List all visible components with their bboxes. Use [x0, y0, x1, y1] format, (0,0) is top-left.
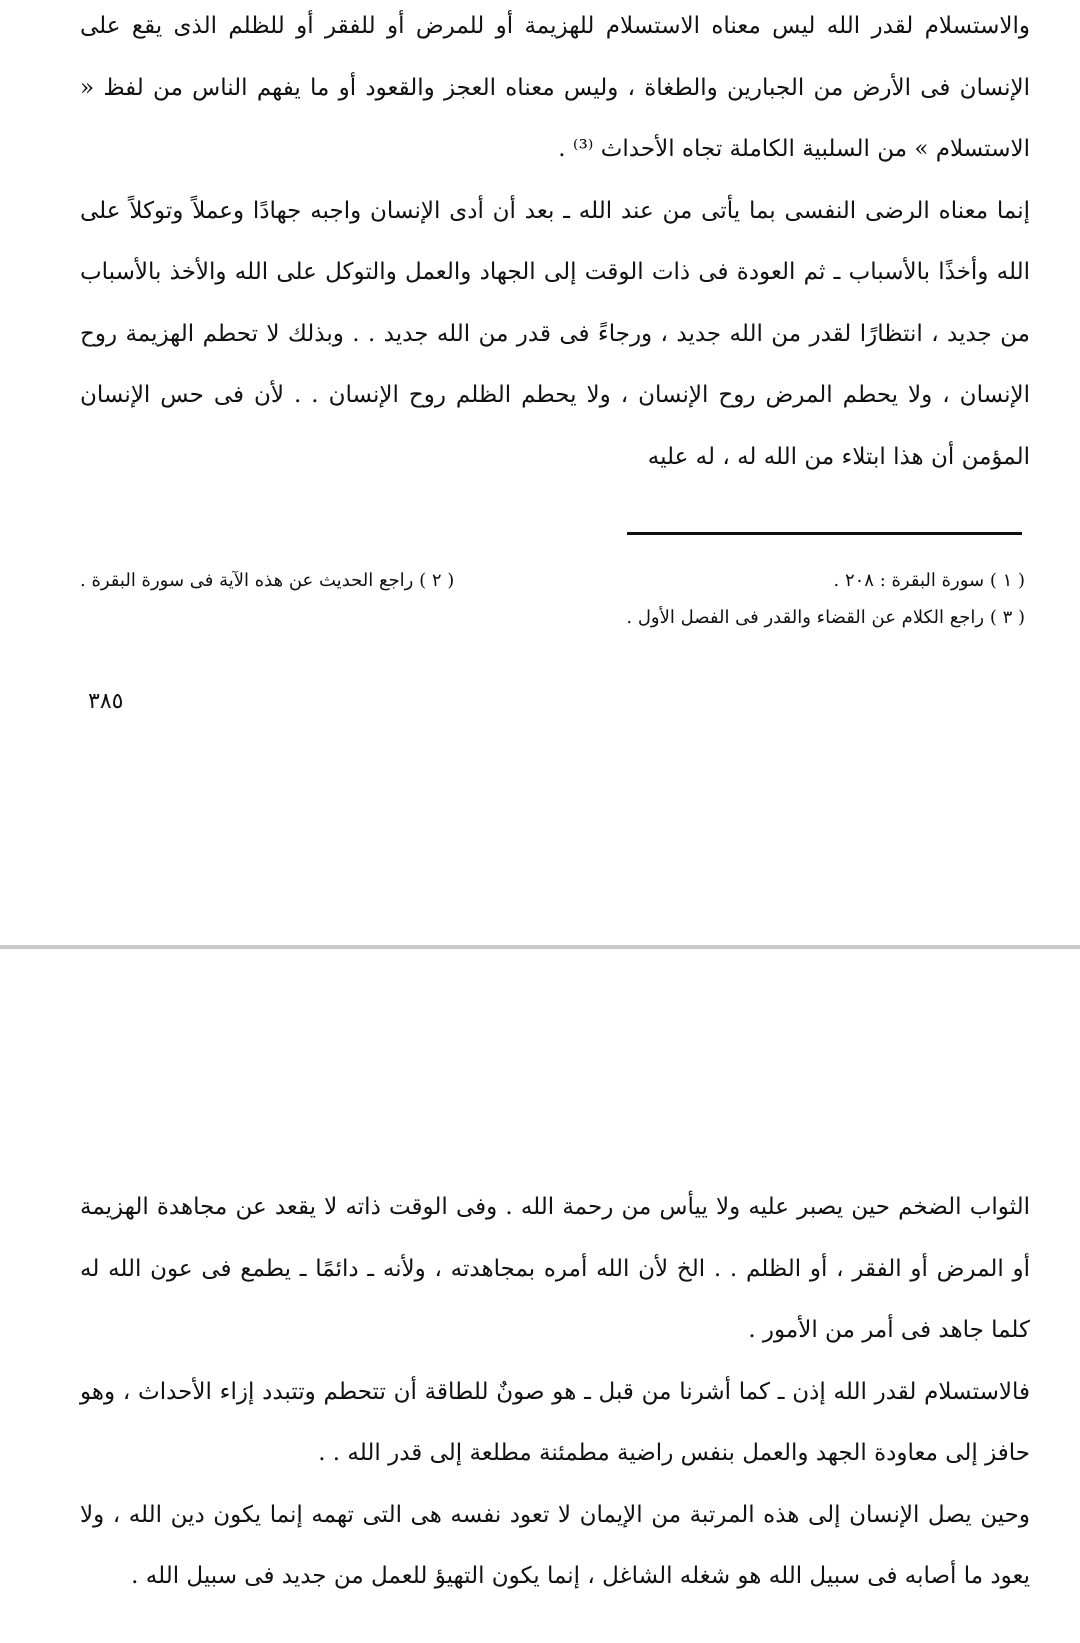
paragraph-3: وحين يصل الإنسان إلى هذه المرتبة من الإيمان لا تعود نفسه هى التى تهمه إنما يكون دين الله ، ولا يعود ما أصابه فى سبيل الله هو شغله الشاغل ، إنما يكون التهيؤ للعمل من جديد فى سبيل الله .	[80, 1501, 1030, 1589]
footnote-row	[80, 562, 1025, 599]
footnote-1: ( ١ ) سورة البقرة : ٢٠٨ .	[833, 570, 1025, 591]
footnote-2: ( ٢ ) راجع الحديث عن هذه الآية فى سورة البقرة .	[80, 570, 455, 591]
paragraph-1: والاستسلام لقدر الله ليس معناه الاستسلام للهزيمة أو للمرض أو للفقر أو للظلم الذى يقع على الإنسان فى الأرض من الجبارين والطغاة ، وليس معناه العجز والقعود أو ما يفهم الناس من لفظ « الاستسلام » من السلبية الكاملة تجاه الأحداث ⁽³⁾ .	[80, 13, 1030, 162]
paragraph-2: إنما معناه الرضى النفسى بما يأتى من عند الله ـ بعد أن أدى الإنسان واجبه جهادًا وعملاً وتوكلاً على الله وأخذًا بالأسباب ـ ثم العودة فى ذات الوقت إلى الجهاد والعمل والتوكل على الله والأخذ بالأسباب من جديد ، انتظارًا لقدر من الله جديد ، ورجاءً فى قدر من الله جديد . . وبذلك لا تحطم الهزيمة روح الإنسان ، ولا يحطم المرض روح الإنسان ، ولا يحطم الظلم روح الإنسان . . لأن فى حس الإنسان المؤمن أن هذا ابتلاء من الله له ، له عليه	[80, 197, 1030, 470]
page-number: ٣٨٥	[88, 689, 124, 714]
footnote-separator	[627, 532, 1022, 535]
page-divider	[0, 945, 1080, 949]
book-page-bottom	[0, 955, 1080, 1643]
paragraph-1: الثواب الضخم حين يصبر عليه ولا ييأس من رحمة الله . وفى الوقت ذاته لا يقعد عن مجاهدة الهزيمة أو المرض أو الفقر ، أو الظلم . . الخ لأن الله أمره بمجاهدته ، ولأنه ـ دائمًا ـ يطمع فى عون الله له كلما جاهد فى أمر من الأمور .	[80, 1194, 1030, 1343]
footnote-3: ( ٣ ) راجع الكلام عن القضاء والقدر فى الفصل الأول .	[626, 607, 1025, 628]
paragraph-2: فالاستسلام لقدر الله إذن ـ كما أشرنا من قبل ـ هو صونٌ للطاقة أن تتحطم وتتبدد إزاء الأحداث ، وهو حافز إلى معاودة الجهد والعمل بنفس راضية مطمئنة مطلعة إلى قدر الله . .	[80, 1378, 1030, 1466]
page-body	[80, 1177, 1030, 1608]
footnotes	[80, 562, 1025, 636]
page-body	[80, 0, 1030, 488]
